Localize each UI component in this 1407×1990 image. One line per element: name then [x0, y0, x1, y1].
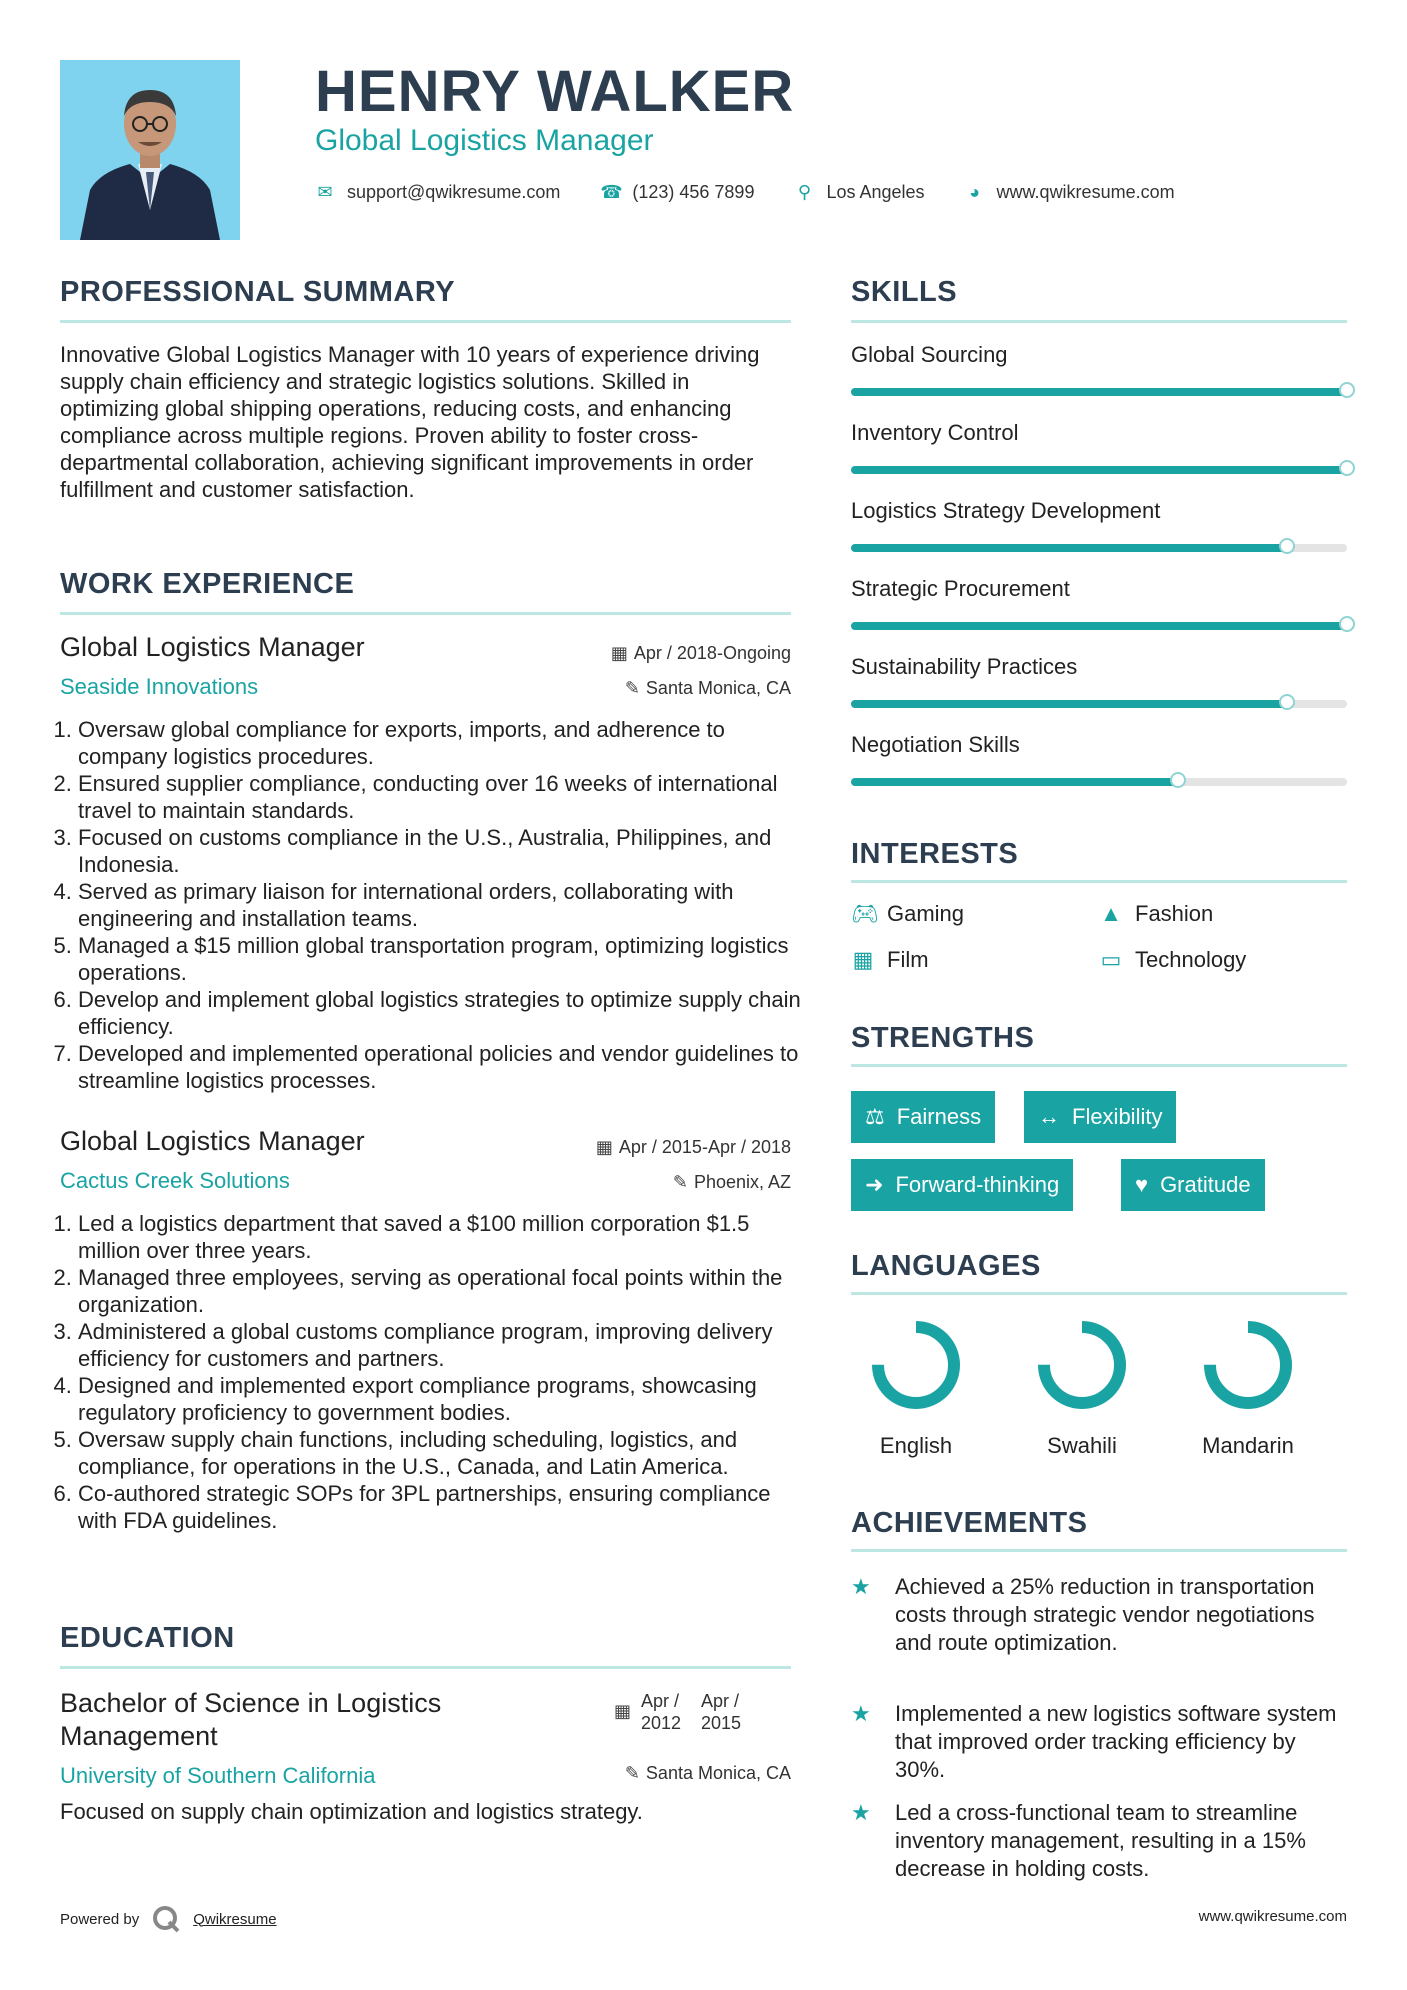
job-bullets [60, 716, 809, 1094]
skill-bar-knob [1279, 694, 1295, 710]
list-item: 4. Designed and implemented export compliance programs, showcasing regulatory proficiency to government bodies. [78, 1372, 809, 1426]
person-avatar-icon [60, 60, 240, 240]
school-name: University of Southern California [60, 1763, 376, 1788]
skill-bar-track [851, 700, 1347, 708]
skill-bar-knob [1170, 772, 1186, 788]
education-dates [614, 1690, 751, 1734]
job-title: Global Logistics Manager [60, 1126, 365, 1156]
list-item: 1. Led a logistics department that saved a $100 million corporation $1.5 million over three years. [78, 1210, 809, 1264]
achievement-text: Achieved a 25% reduction in transportation costs through strategic vendor negotiations and route optimization. [895, 1574, 1315, 1655]
skill-bar-fill [851, 622, 1347, 630]
scale-icon: ⚖ [865, 1104, 885, 1129]
strength-label: Flexibility [1072, 1104, 1163, 1129]
language-label: Swahili [1047, 1433, 1117, 1458]
job-dates-text: Apr / 2018-Ongoing [633, 643, 791, 663]
interest-gaming [851, 901, 964, 927]
interest-label: Film [887, 947, 929, 972]
skills-divider [851, 320, 1347, 323]
language-ring [866, 1315, 966, 1415]
interest-label: Gaming [887, 901, 965, 926]
skill-label: Strategic Procurement [851, 576, 1070, 601]
achievement-item [851, 1799, 1347, 1883]
phone-icon: ☎ [600, 181, 623, 202]
skill-bar-knob [1339, 460, 1355, 476]
strength-label: Forward-thinking [895, 1172, 1060, 1197]
job-dates-text: Apr / 2015-Apr / 2018 [618, 1137, 791, 1157]
envelope-icon: ✉ [317, 181, 333, 202]
qwikresume-logo-icon [151, 1904, 181, 1934]
shooting-star-icon: ★ [851, 1574, 871, 1599]
interests-divider [851, 880, 1347, 883]
list-item: 4. Served as primary liaison for international orders, collaborating with engineering and installation teams. [78, 878, 809, 932]
globe-icon: ◕ [969, 181, 980, 202]
map-pin-icon: ⚲ [797, 181, 812, 202]
interest-film [851, 947, 929, 973]
summary-text: Innovative Global Logistics Manager with 10 years of experience driving supply chain efficiency and strategic logistics solutions. Skilled in optimizing global shipping operations, reducing costs, and enhancing compliance across multiple regions. Proven ability to foster cross-departmental collaboration, achieving significant improvements in order fulfillment and customer satisfaction. [60, 342, 760, 502]
list-item: 6. Co-authored strategic SOPs for 3PL partnerships, ensuring compliance with FDA guidelines. [78, 1480, 809, 1534]
list-item: 2. Managed three employees, serving as operational focal points within the organization. [78, 1264, 809, 1318]
language-label: Mandarin [1202, 1433, 1294, 1458]
interest-technology [1099, 947, 1246, 973]
skill-bar-fill [851, 778, 1178, 786]
education-divider [60, 1666, 791, 1669]
arrow-right-icon: ➜ [865, 1172, 884, 1197]
list-item: 5. Oversaw supply chain functions, including scheduling, logistics, and compliance, for operations in the U.S., Canada, and Latin America. [78, 1426, 809, 1480]
job-location-text: Santa Monica, CA [645, 678, 791, 698]
achievement-item [851, 1700, 1347, 1784]
list-item: 3. Focused on customs compliance in the U.S., Australia, Philippines, and Indonesia. [78, 824, 809, 878]
job-bullets [60, 1210, 809, 1534]
contact-row [315, 180, 1175, 204]
arrows-horizontal-icon: ↔ [1038, 1104, 1060, 1129]
achievements-heading: ACHIEVEMENTS [851, 1507, 1088, 1539]
skill-bar-track [851, 544, 1347, 552]
calendar-icon: ▦ [610, 643, 628, 663]
skill-bar-fill [851, 466, 1347, 474]
languages-heading: LANGUAGES [851, 1250, 1041, 1282]
skill-label: Global Sourcing [851, 342, 1008, 367]
date-start: Apr / 2012 [641, 1691, 682, 1733]
list-item: 5. Managed a $15 million global transportation program, optimizing logistics operations. [78, 932, 809, 986]
strengths-heading: STRENGTHS [851, 1022, 1035, 1054]
contact-email[interactable]: support@qwikresume.com [347, 181, 561, 202]
interest-label: Technology [1135, 947, 1247, 972]
laptop-icon: ▭ [1100, 947, 1122, 972]
job-location [673, 1172, 791, 1193]
skill-bar-knob [1339, 616, 1355, 632]
candidate-role: Global Logistics Manager [315, 124, 654, 157]
calendar-icon: ▦ [595, 1137, 613, 1157]
work-heading: WORK EXPERIENCE [60, 568, 355, 600]
interests-heading: INTERESTS [851, 838, 1019, 870]
job-company: Seaside Innovations [60, 674, 259, 699]
skill-bar-knob [1279, 538, 1295, 554]
job-title: Global Logistics Manager [60, 632, 365, 662]
work-divider [60, 612, 791, 615]
footer-powered [60, 1904, 277, 1934]
contact-phone[interactable]: (123) 456 7899 [632, 181, 755, 202]
skill-bar-track [851, 466, 1347, 474]
list-item: 2. Ensured supplier compliance, conducting over 16 weeks of international travel to maintain standards. [78, 770, 809, 824]
education-location-text: Santa Monica, CA [645, 1763, 791, 1783]
strengths-divider [851, 1064, 1347, 1067]
strength-label: Gratitude [1160, 1172, 1251, 1197]
list-item: 3. Administered a global customs compliance program, improving delivery efficiency for customers and partners. [78, 1318, 809, 1372]
summary-heading: PROFESSIONAL SUMMARY [60, 276, 456, 308]
skill-label: Logistics Strategy Development [851, 498, 1161, 523]
profile-photo [60, 60, 240, 240]
degree-title: Bachelor of Science in Logistics Management [60, 1688, 442, 1751]
candidate-name: HENRY WALKER [315, 59, 795, 124]
languages-divider [851, 1292, 1347, 1295]
achievement-item [851, 1573, 1347, 1657]
skill-bar-fill [851, 544, 1287, 552]
shopping-bag-icon: ▲ [1100, 901, 1122, 926]
achievement-text: Led a cross-functional team to streamline inventory management, resulting in a 15% decrease in holding costs. [895, 1800, 1306, 1881]
shooting-star-icon: ★ [851, 1701, 871, 1726]
pin-icon: ✎ [672, 1172, 688, 1192]
strength-chip-forward-thinking [851, 1159, 1073, 1211]
skill-label: Sustainability Practices [851, 654, 1078, 679]
skill-bar-track [851, 388, 1347, 396]
interest-label: Fashion [1135, 901, 1214, 926]
achievement-text: Implemented a new logistics software system that improved order tracking efficiency by 30%. [895, 1701, 1337, 1782]
education-note: Focused on supply chain optimization and logistics strategy. [60, 1799, 643, 1824]
education-location [625, 1763, 791, 1784]
skill-bar-track [851, 622, 1347, 630]
job-company: Cactus Creek Solutions [60, 1168, 290, 1193]
date-end: Apr / 2015 [701, 1691, 742, 1733]
language-label: English [879, 1433, 953, 1458]
film-icon: ▦ [852, 947, 874, 972]
job-dates [596, 1137, 791, 1158]
education-heading: EDUCATION [60, 1622, 235, 1654]
contact-location: Los Angeles [826, 181, 925, 202]
qwikresume-link[interactable]: Qwikresume [193, 1910, 277, 1928]
gamepad-icon: 🎮︎ [851, 901, 879, 926]
skill-label: Negotiation Skills [851, 732, 1020, 757]
heart-icon: ♥ [1135, 1172, 1149, 1197]
list-item: 6. Develop and implement global logistics strategies to optimize supply chain efficiency. [78, 986, 809, 1040]
language-ring [1032, 1315, 1132, 1415]
pin-icon: ✎ [624, 1763, 640, 1783]
strength-chip-fairness [851, 1091, 995, 1143]
job-location-text: Phoenix, AZ [693, 1172, 791, 1192]
interest-fashion [1099, 901, 1213, 927]
job-dates [611, 643, 791, 664]
skill-bar-knob [1339, 382, 1355, 398]
skills-heading: SKILLS [851, 276, 958, 308]
job-location [625, 678, 791, 699]
skill-label: Inventory Control [851, 420, 1019, 445]
language-ring [1198, 1315, 1298, 1415]
skill-bar-fill [851, 388, 1347, 396]
skill-bar-track [851, 778, 1347, 786]
shooting-star-icon: ★ [851, 1800, 871, 1825]
strength-chip-gratitude [1121, 1159, 1265, 1211]
strength-chip-flexibility [1024, 1091, 1176, 1143]
calendar-icon: ▦ [614, 1701, 632, 1721]
footer-website[interactable]: www.qwikresume.com [1198, 1908, 1347, 1925]
skill-bar-fill [851, 700, 1287, 708]
pin-icon: ✎ [624, 678, 640, 698]
contact-website[interactable]: www.qwikresume.com [996, 181, 1175, 202]
list-item: 7. Developed and implemented operational policies and vendor guidelines to streamline logistics processes. [78, 1040, 809, 1094]
list-item: 1. Oversaw global compliance for exports, imports, and adherence to company logistics procedures. [78, 716, 809, 770]
strength-label: Fairness [896, 1104, 982, 1129]
summary-divider [60, 320, 791, 323]
powered-by-label: Powered by [60, 1910, 140, 1928]
achievements-divider [851, 1549, 1347, 1552]
